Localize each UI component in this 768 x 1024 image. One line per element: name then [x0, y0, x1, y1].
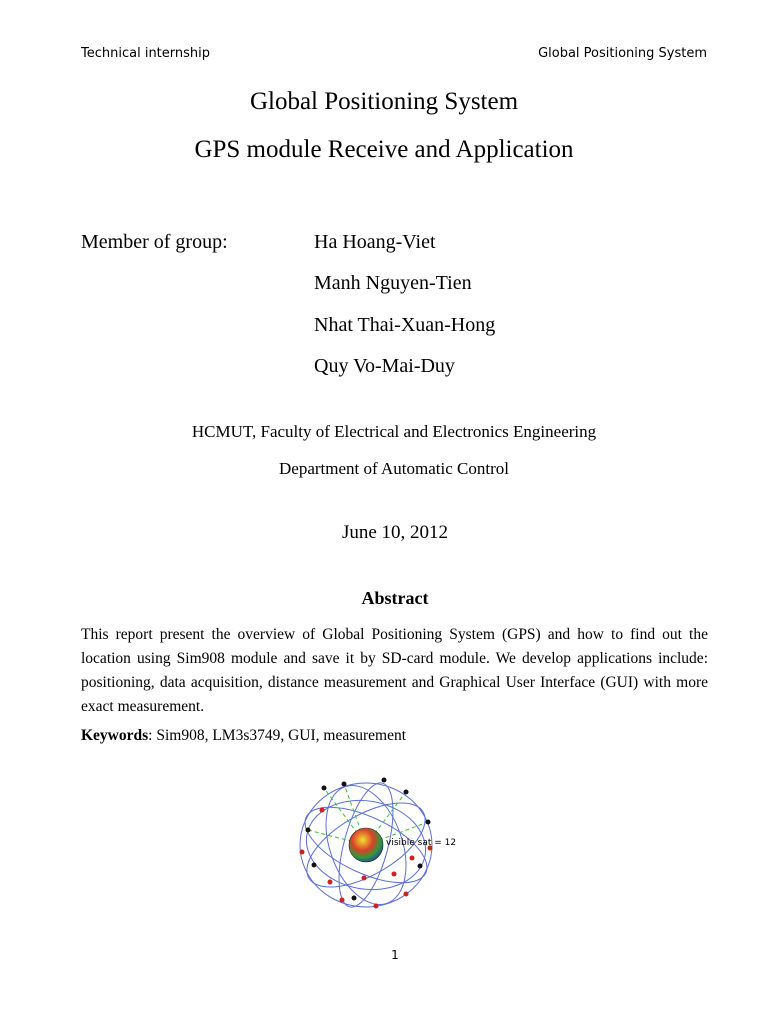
abstract-heading: Abstract — [361, 588, 429, 608]
keywords-value: : Sim908, LM3s3749, GUI, measurement — [148, 727, 407, 744]
member-name: Quy Vo-Mai-Duy — [314, 355, 455, 377]
member-name: Ha Hoang-Viet — [314, 231, 436, 253]
report-date: June 10, 2012 — [341, 522, 449, 543]
document-subtitle: GPS module Receive and Application — [194, 136, 574, 163]
abstract-body: This report present the overview of Global Positioning System (GPS) and how to find out the location using Sim908 module and save it by SD-card module. We develop applications include: positioning, data acquisition, distance measurement and Graphical User Interface (GUI) with more exact measurement. — [81, 626, 708, 715]
running-header-left: Technical internship — [81, 46, 211, 61]
members-label: Member of group: — [81, 231, 228, 253]
member-name: Manh Nguyen-Tien — [314, 272, 472, 294]
institution-department: Department of Automatic Control — [279, 459, 509, 478]
page-number: 1 — [391, 948, 399, 962]
running-header-right: Global Positioning System — [538, 46, 707, 61]
keywords-line — [81, 727, 406, 745]
gps-constellation-illustration — [294, 770, 474, 920]
institution-faculty: HCMUT, Faculty of Electrical and Electronics Engineering — [191, 422, 597, 441]
document-title: Global Positioning System — [249, 88, 519, 115]
member-name: Nhat Thai-Xuan-Hong — [314, 314, 496, 336]
visible-sat-label: visible sat = 12 — [386, 838, 457, 848]
gps-constellation-figure — [294, 770, 474, 920]
keywords-label: Keywords — [81, 727, 149, 744]
